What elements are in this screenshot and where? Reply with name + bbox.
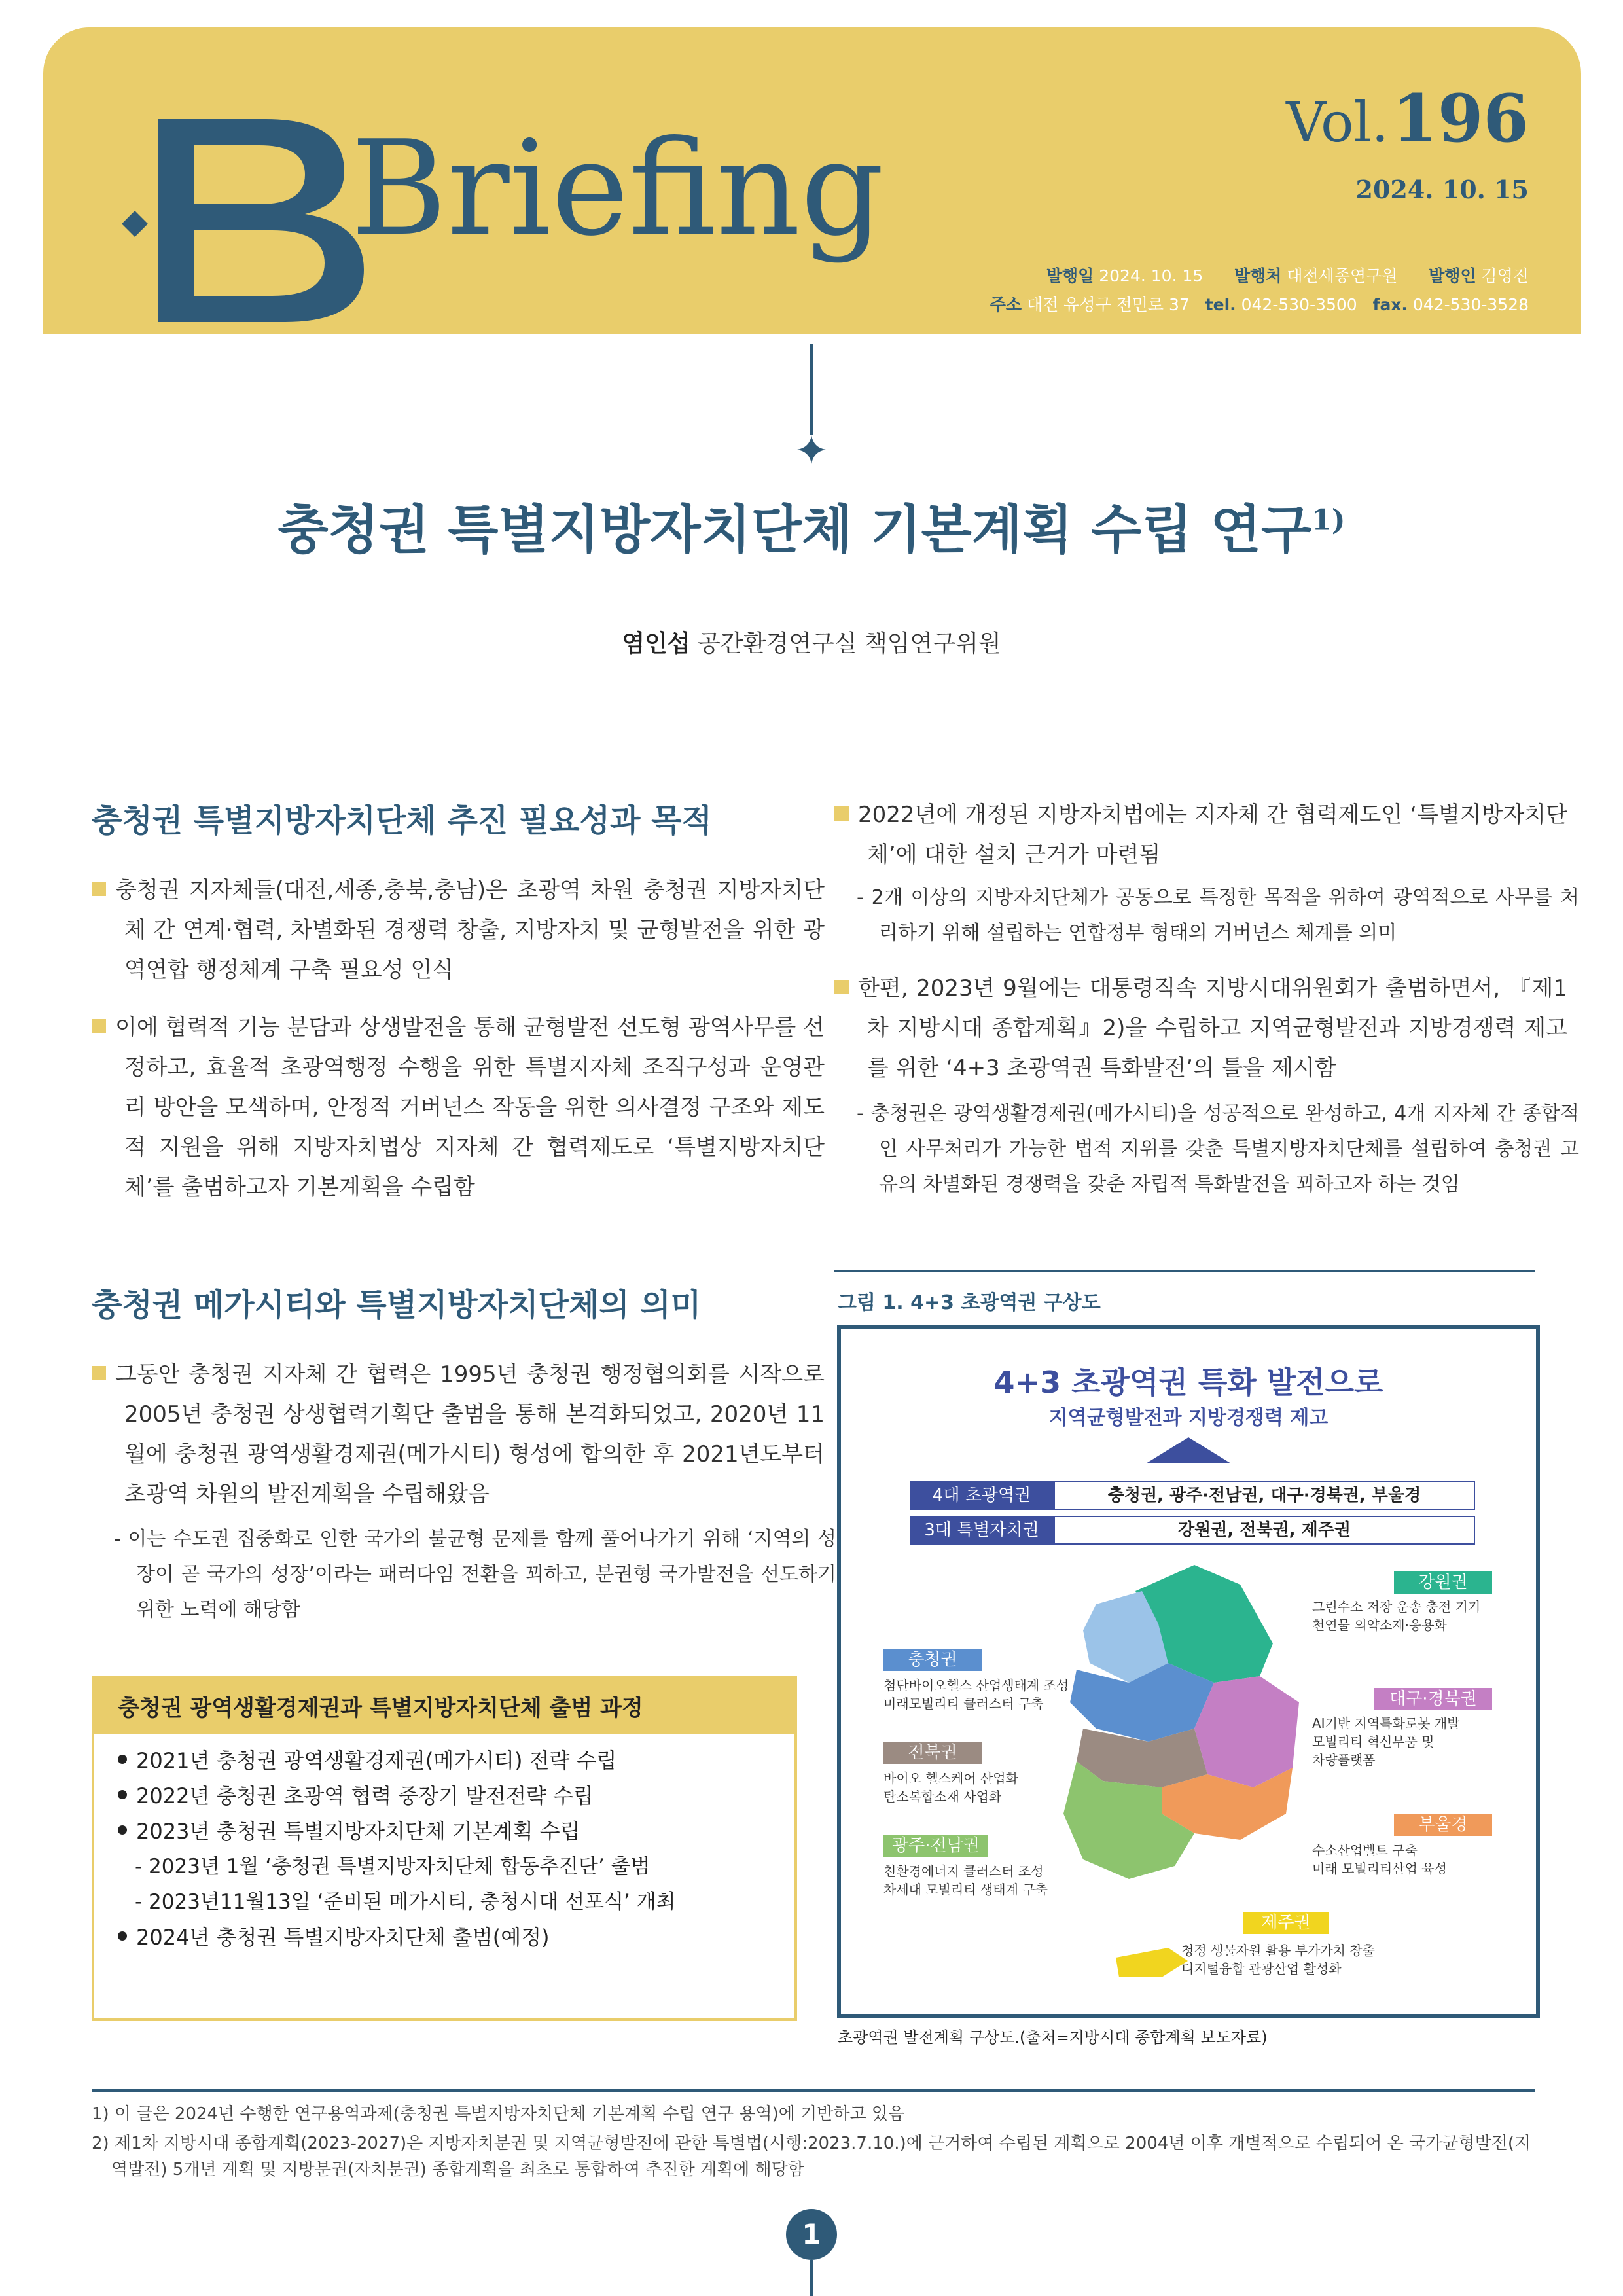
fax: 042-530-3528 — [1412, 295, 1529, 314]
tel: 042-530-3500 — [1241, 295, 1357, 314]
region-desc-gwangju-jeonnam: 친환경에너지 클러스터 조성 차세대 모빌리티 생태계 구축 — [883, 1863, 1048, 1897]
page-number: 1 — [786, 2209, 837, 2260]
figure-subtitle: 지역균형발전과 지방경쟁력 제고 — [1048, 1407, 1329, 1429]
row-value-3: 강원권, 전북권, 제주권 — [1054, 1516, 1475, 1545]
figure-rule — [834, 1270, 1535, 1272]
sub-paragraph: - 2개 이상의 지방자치단체가 공동으로 특정한 목적을 위하여 광역적으로 사무를 처리하기 위해 설립하는 연합정부 형태의 거버넌스 체계를 의미 — [857, 886, 1579, 944]
region-desc-chungcheong: 첨단바이오헬스 산업생태계 조성 미래모빌리티 클러스터 구축 — [883, 1677, 1069, 1712]
publisher-label: 발행처 — [1234, 266, 1282, 285]
region-desc-jeonbuk: 바이오 헬스케어 산업화 탄소복합소재 사업화 — [883, 1770, 1018, 1804]
region-daegu-gyeongbuk — [1194, 1676, 1299, 1787]
section-heading-2: 충청권 메가시티와 특별지방자치단체의 의미 — [92, 1287, 702, 1323]
paragraph-text: 한편, 2023년 9월에는 대통령직속 지방시대위원회가 출범하면서, 『제1차 지방시대 종합계획』2)을 수립하고 지역균형발전과 지방경쟁력 제고를 위한 ‘4+3 초광역권 특화발전’의 틀을 제시함 — [858, 975, 1567, 1081]
paragraph-text: 2022년에 개정된 지방자치법에는 지자체 간 협력제도인 ‘특별지방자치단체’에 대한 설치 근거가 마련됨 — [858, 802, 1567, 868]
row-value-4: 충청권, 광주·전남권, 대구·경북권, 부울경 — [1054, 1481, 1475, 1510]
section-heading-1: 충청권 특별지방자치단체 추진 필요성과 목적 — [92, 802, 712, 839]
region-desc-daegu-gyeongbuk: AI기반 지역특화로봇 개발 모빌리티 혁신부품 및 차량플랫폼 — [1312, 1715, 1460, 1768]
fax-label: fax. — [1372, 295, 1408, 314]
masthead — [43, 27, 1581, 334]
issuer-label: 발행인 — [1429, 266, 1476, 285]
page-number-line — [810, 2260, 813, 2296]
timeline-box-heading: 충청권 광역생활경제권과 특별지방자치단체 출범 과정 — [94, 1678, 794, 1734]
title-text: 충청권 특별지방자치단체 기본계획 수립 연구 — [277, 499, 1312, 560]
logo-text: Briefing — [351, 113, 885, 265]
region-tag-gwangju-jeonnam: 광주·전남권 — [883, 1835, 988, 1857]
bullet-square — [92, 1019, 106, 1033]
paragraph-text: 그동안 충청권 지자체 간 협력은 1995년 충청권 행정협의회를 시작으로 2005년 충청권 상생협력기획단 출범을 통해 본격화되었고, 2020년 11월에 충청권 광역생활경제권(메가시티) 형성에 합의한 후 2021년도부터 초광역 차원의 발전계획을 수립해왔음 — [115, 1361, 825, 1507]
paragraph — [92, 1008, 825, 1208]
timeline-list — [94, 1734, 794, 1964]
footnote-1: 1) 이 글은 2024년 수행한 연구용역과제(충청권 특별지방자치단체 기본계획 수립 연구 용역)에 기반하고 있음 — [92, 2104, 905, 2124]
sub-paragraph: - 충청권은 광역생활경제권(메가시티)을 성공적으로 완성하고, 4개 지자체 간 종합적인 사무처리가 가능한 법적 지위를 갖춘 특별지방자치단체를 설립하여 충청권 고유의 차별화된 경쟁력을 갖춘 자립적 특화발전을 꾀하고자 하는 것임 — [857, 1102, 1579, 1196]
paragraph — [92, 1355, 825, 1515]
figure-title: 4+3 초광역권 특화 발전으로 — [993, 1365, 1383, 1400]
bullet-square — [834, 806, 849, 821]
sub-paragraph: - 이는 수도권 집중화로 인한 국가의 불균형 문제를 함께 풀어나가기 위해 ‘지역의 성장이 곧 국가의 성장’이라는 패러다임 전환을 꾀하고, 분권형 국가발전을 선도하기 위한 노력에 해당함 — [114, 1528, 836, 1621]
volume-label: Vol. — [1286, 90, 1389, 154]
region-tag-chungcheong: 충청권 — [883, 1649, 982, 1671]
region-tag-busan: 부울경 — [1394, 1814, 1492, 1836]
figure-note: 초광역권 발전계획 구상도.(출처=지방시대 종합계획 보도자료) — [838, 2028, 1268, 2047]
title-footnote-ref[interactable]: 1) — [1311, 503, 1346, 537]
sparkle-icon — [797, 435, 826, 464]
arrow-up-icon — [1146, 1437, 1231, 1463]
author-role: 공간환경연구실 책임연구위원 — [698, 630, 1001, 657]
paragraph-text: 이에 협력적 기능 분담과 상생발전을 통해 균형발전 선도형 광역사무를 선정하고, 효율적 초광역행정 수행을 위한 특별지자체 조직구성과 운영관리 방안을 모색하며, 안정적 거버넌스 작동을 위한 의사결정 구조와 제도적 지원을 위해 지방자치법상 지자체 간 협력제도로 ‘특별지방자치단체’를 출범하고자 기본계획을 수립함 — [115, 1014, 825, 1200]
row-label-4: 4대 초광역권 — [910, 1481, 1054, 1510]
figure-caption: 그림 1. 4+3 초광역권 구상도 — [838, 1291, 1101, 1314]
figure-panel — [837, 1325, 1540, 2018]
bullet-square — [92, 882, 106, 896]
paragraph — [92, 870, 825, 990]
timeline-item: 2022년 충청권 초광역 협력 중장기 발전전략 수립 — [118, 1778, 771, 1814]
bullet-dot — [118, 1755, 127, 1764]
pub-date-label: 발행일 — [1046, 266, 1094, 285]
region-desc-gangwon: 그린수소 저장 운송 충전 기기 천연물 의약소재·응용화 — [1312, 1599, 1481, 1633]
bullet-dot — [118, 1825, 127, 1835]
volume — [1286, 80, 1529, 157]
tel-label: tel. — [1205, 295, 1236, 314]
paragraph-text: 충청권 지자체들(대전,세종,충북,충남)은 초광역 차원 충청권 지방자치단체 간 연계·협력, 차별화된 경쟁력 창출, 지방자치 및 균형발전을 위한 광역연합 행정체계 구축 필요성 인식 — [115, 877, 825, 983]
bullet-dot — [118, 1790, 127, 1799]
issue-date: 2024. 10. 15 — [1355, 175, 1529, 204]
pub-date: 2024. 10. 15 — [1099, 266, 1204, 285]
timeline-item: 2023년 충청권 특별지방자치단체 기본계획 수립 — [118, 1814, 771, 1849]
author-name: 염인섭 — [622, 630, 690, 657]
bullet-square — [834, 980, 849, 994]
timeline-item: 2021년 충청권 광역생활경제권(메가시티) 전략 수립 — [118, 1743, 771, 1778]
region-desc-jeju: 청정 생물자원 활용 부가가치 창출 디지털융합 관광산업 활성화 — [1181, 1943, 1375, 1977]
paragraph — [834, 969, 1567, 1088]
paragraph — [834, 795, 1567, 875]
footnote-rule — [92, 2089, 1535, 2092]
issuer: 김영진 — [1481, 266, 1529, 285]
divider-line — [810, 344, 813, 435]
publication-info — [990, 262, 1529, 319]
volume-number: 196 — [1392, 80, 1529, 157]
address-label: 주소 — [990, 295, 1022, 314]
article-title — [0, 488, 1623, 563]
footnote-2: 2) 제1차 지방시대 종합계획(2023-2027)은 지방자치분권 및 지역균형발전에 관한 특별법(시행:2023.7.10.)에 근거하여 수립된 계획으로 2004년 이후 개별적으로 수립되어 온 국가균형발전(지 역발전) 5개년 계획 및 지방분권(자치분권) 종합계획을 최초로 통합하여 추진한 계획에 해당함 — [92, 2134, 1531, 2179]
bullet-dot — [118, 1931, 127, 1941]
region-tag-jeonbuk: 전북권 — [883, 1742, 982, 1764]
timeline-subitem: - 2023년 1월 ‘충청권 특별지방자치단체 합동추진단’ 출범 — [135, 1855, 651, 1878]
row-label-3: 3대 특별자치권 — [910, 1516, 1054, 1545]
region-tag-daegu-gyeongbuk: 대구·경북권 — [1374, 1688, 1492, 1710]
timeline-box — [92, 1676, 797, 2021]
briefing-logo — [96, 73, 885, 329]
author-line — [0, 625, 1623, 658]
address: 대전 유성구 전민로 37 — [1026, 295, 1190, 314]
timeline-subitem: - 2023년11월13일 ‘준비된 메가시티, 충청시대 선포식’ 개최 — [135, 1890, 676, 1914]
publisher: 대전세종연구원 — [1287, 266, 1398, 285]
timeline-item: 2024년 충청권 특별지방자치단체 출범(예정) — [118, 1920, 771, 1955]
region-tag-gangwon: 강원권 — [1394, 1571, 1492, 1594]
region-tag-jeju: 제주권 — [1243, 1912, 1329, 1934]
bullet-square — [92, 1366, 106, 1380]
region-desc-busan: 수소산업벨트 구축 미래 모빌리티산업 육성 — [1312, 1842, 1447, 1876]
region-jeju — [1116, 1948, 1188, 1977]
